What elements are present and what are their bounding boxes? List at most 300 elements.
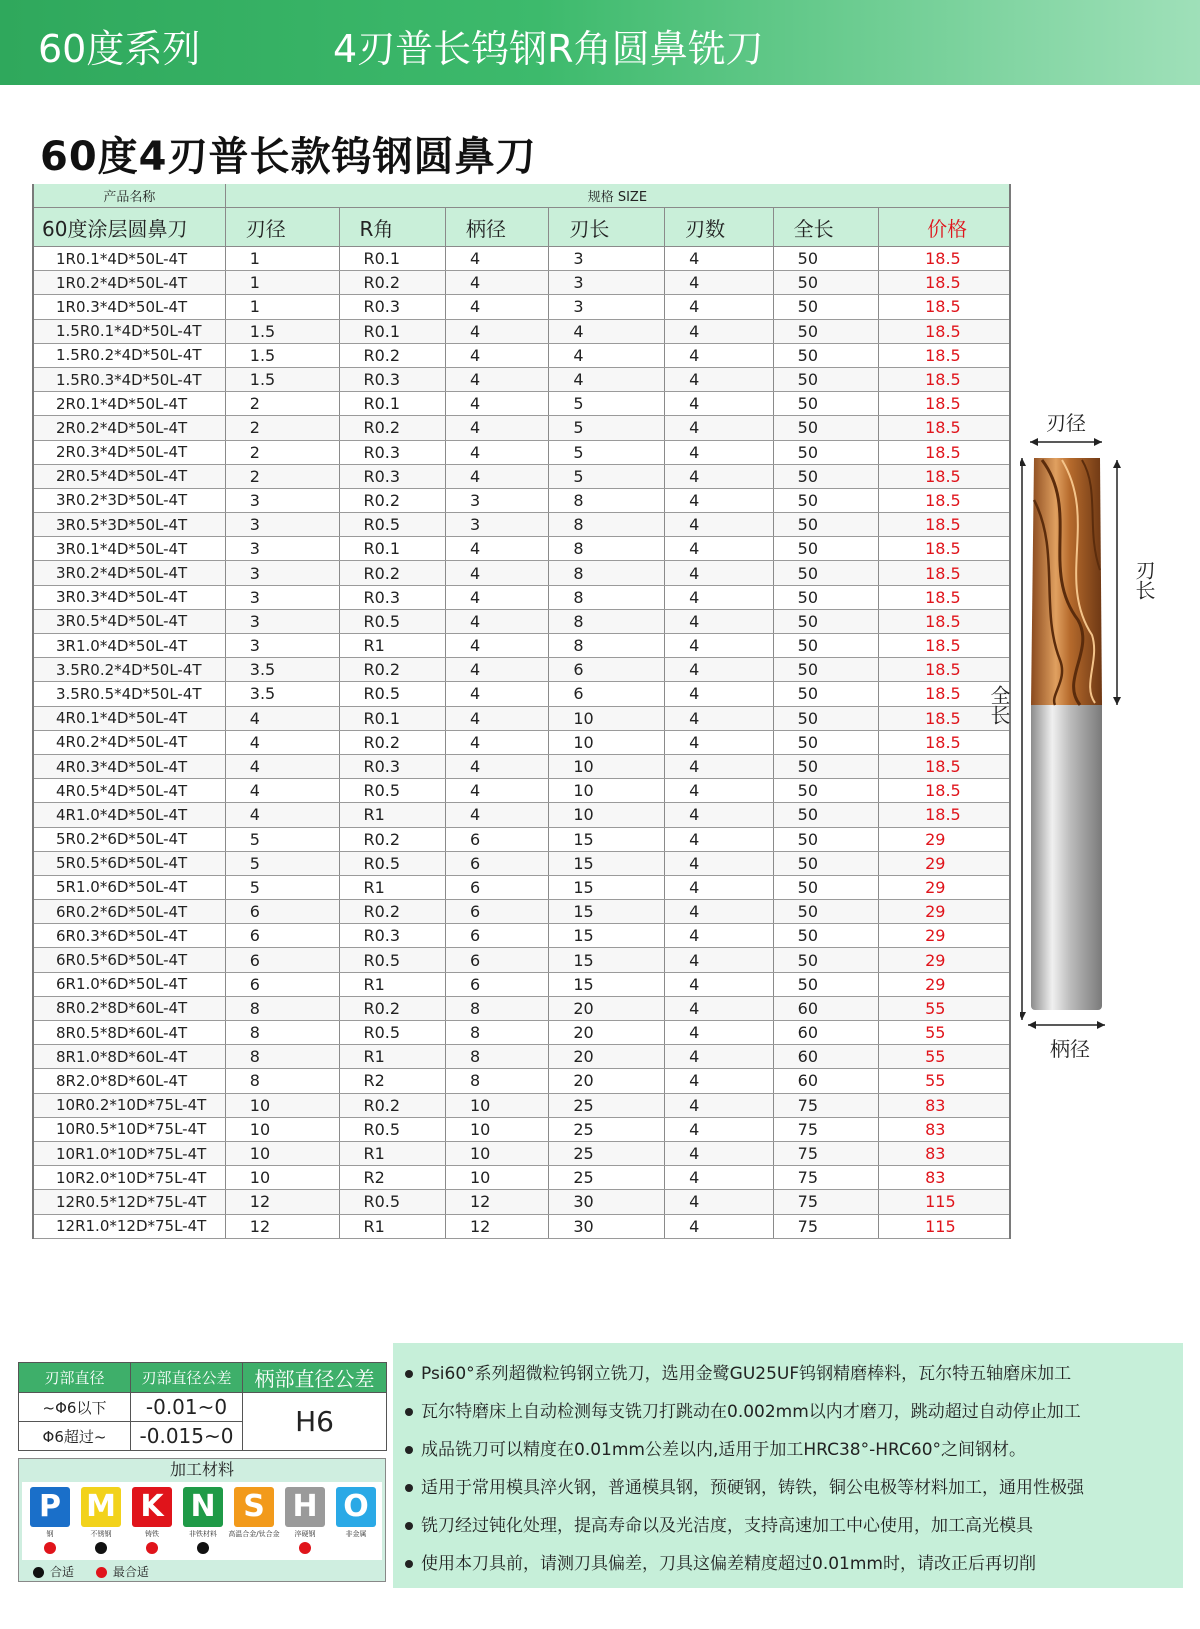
spec-cell: 75 <box>773 1190 878 1214</box>
spec-cell: 8 <box>549 561 665 585</box>
spec-cell: 50 <box>773 779 878 803</box>
diameter-range: ~Φ6以下 <box>19 1393 131 1422</box>
spec-cell: 8 <box>549 585 665 609</box>
product-code-cell: 3R1.0*4D*50L-4T <box>33 634 225 658</box>
spec-cell: 12 <box>225 1214 339 1238</box>
price-cell: 18.5 <box>879 682 1010 706</box>
product-code-cell: 5R1.0*6D*50L-4T <box>33 875 225 899</box>
overall-length-label: 全长 <box>987 685 1011 725</box>
spec-cell: R0.1 <box>339 537 445 561</box>
spec-cell: 8 <box>549 634 665 658</box>
spec-cell: 4 <box>665 1166 774 1190</box>
spec-cell: 4 <box>665 488 774 512</box>
spec-cell: 10 <box>549 754 665 778</box>
table-row <box>33 561 1010 585</box>
spec-cell: R0.1 <box>339 706 445 730</box>
table-header-row-2 <box>33 208 1010 247</box>
spec-cell: R2 <box>339 1069 445 1093</box>
price-cell: 29 <box>879 972 1010 996</box>
size-header: 规格 SIZE <box>225 184 1010 208</box>
spec-cell: 50 <box>773 634 878 658</box>
spec-cell: 50 <box>773 537 878 561</box>
spec-cell: 4 <box>665 948 774 972</box>
price-cell: 18.5 <box>879 488 1010 512</box>
spec-cell: 4 <box>665 247 774 271</box>
spec-cell: 6 <box>225 972 339 996</box>
product-code-cell: 6R1.0*6D*50L-4T <box>33 972 225 996</box>
note-item <box>393 1507 1183 1545</box>
spec-cell: 4 <box>445 658 548 682</box>
spec-cell: 12 <box>445 1190 548 1214</box>
spec-cell: 6 <box>445 924 548 948</box>
spec-cell: R0.5 <box>339 682 445 706</box>
product-name-header: 产品名称 <box>33 184 225 208</box>
price-cell: 18.5 <box>879 271 1010 295</box>
shank-tolerance-value: H6 <box>243 1393 387 1451</box>
product-code-cell: 3.5R0.5*4D*50L-4T <box>33 682 225 706</box>
spec-cell: 1 <box>225 247 339 271</box>
product-code-cell: 8R0.2*8D*60L-4T <box>33 996 225 1020</box>
materials-panel <box>18 1458 386 1582</box>
table-row <box>33 754 1010 778</box>
table-row <box>33 440 1010 464</box>
spec-cell: 60 <box>773 996 878 1020</box>
spec-cell: 50 <box>773 295 878 319</box>
product-code-cell: 3R0.2*3D*50L-4T <box>33 488 225 512</box>
spec-cell: 50 <box>773 924 878 948</box>
price-cell: 18.5 <box>879 343 1010 367</box>
spec-cell: 30 <box>549 1190 665 1214</box>
table-body <box>33 247 1010 1239</box>
product-code-cell: 3R0.5*4D*50L-4T <box>33 609 225 633</box>
spec-cell: 15 <box>549 875 665 899</box>
spec-cell: R0.5 <box>339 779 445 803</box>
spec-cell: R0.3 <box>339 440 445 464</box>
spec-cell: 3 <box>225 513 339 537</box>
table-row <box>33 730 1010 754</box>
spec-cell: 75 <box>773 1166 878 1190</box>
feature-notes <box>393 1343 1183 1588</box>
page-subtitle: 60度4刃普长款钨钢圆鼻刀 <box>40 134 537 180</box>
spec-cell: 20 <box>549 996 665 1020</box>
suitability-dot-icon <box>44 1542 56 1554</box>
spec-cell: 2 <box>225 392 339 416</box>
spec-cell: 10 <box>549 730 665 754</box>
legend-best: 最合适 <box>112 1565 149 1579</box>
spec-cell: 3 <box>445 488 548 512</box>
spec-cell: R0.2 <box>339 343 445 367</box>
spec-cell: 15 <box>549 924 665 948</box>
tolerance-value: -0.015~0 <box>131 1422 243 1451</box>
price-cell: 18.5 <box>879 416 1010 440</box>
product-code-cell: 2R0.5*4D*50L-4T <box>33 464 225 488</box>
shank-tolerance-header: 柄部直径公差 <box>243 1363 387 1393</box>
spec-cell: 4 <box>665 392 774 416</box>
material-caption: 高温合金/钛合金 <box>228 1530 280 1538</box>
column-header: 柄径 <box>445 208 548 247</box>
spec-cell: R0.5 <box>339 1117 445 1141</box>
spec-cell: 3 <box>549 271 665 295</box>
table-row <box>33 1190 1010 1214</box>
material-caption: 非金属 <box>345 1530 367 1538</box>
material-caption: 钢 <box>46 1530 54 1538</box>
price-cell: 29 <box>879 948 1010 972</box>
spec-cell: 15 <box>549 827 665 851</box>
product-code-cell: 8R1.0*8D*60L-4T <box>33 1045 225 1069</box>
price-cell: 18.5 <box>879 634 1010 658</box>
spec-cell: 4 <box>665 875 774 899</box>
spec-cell: R0.2 <box>339 1093 445 1117</box>
tolerance-table <box>18 1362 387 1451</box>
table-row <box>33 367 1010 391</box>
note-item <box>393 1355 1183 1393</box>
spec-cell: 1 <box>225 271 339 295</box>
spec-cell: 4 <box>665 803 774 827</box>
price-cell: 29 <box>879 851 1010 875</box>
spec-cell: 10 <box>445 1117 548 1141</box>
spec-cell: 6 <box>445 972 548 996</box>
bullet-icon <box>405 1560 413 1568</box>
spec-cell: 4 <box>445 464 548 488</box>
material-caption: 不锈钢 <box>90 1530 112 1538</box>
spec-table <box>32 184 1011 1239</box>
price-cell: 18.5 <box>879 464 1010 488</box>
spec-cell: 10 <box>225 1093 339 1117</box>
spec-cell: R1 <box>339 972 445 996</box>
table-row <box>33 392 1010 416</box>
table-row <box>33 634 1010 658</box>
blade-length-label: 刃长 <box>1132 560 1156 600</box>
spec-cell: 6 <box>445 900 548 924</box>
tool-shank <box>1031 698 1102 1010</box>
price-cell: 18.5 <box>879 609 1010 633</box>
table-row <box>33 513 1010 537</box>
spec-cell: 3 <box>225 634 339 658</box>
price-cell: 18.5 <box>879 803 1010 827</box>
materials-legend <box>33 1563 167 1580</box>
spec-cell: R0.5 <box>339 1190 445 1214</box>
suitability-dot-icon <box>95 1542 107 1554</box>
suitable-dot-icon <box>33 1567 44 1578</box>
product-code-cell: 6R0.3*6D*50L-4T <box>33 924 225 948</box>
spec-cell: 4 <box>665 972 774 996</box>
spec-cell: R1 <box>339 803 445 827</box>
spec-cell: 4 <box>665 609 774 633</box>
materials-title: 加工材料 <box>19 1459 385 1481</box>
spec-cell: R0.3 <box>339 754 445 778</box>
price-cell: 18.5 <box>879 585 1010 609</box>
product-code-cell: 2R0.3*4D*50L-4T <box>33 440 225 464</box>
spec-cell: 4 <box>445 634 548 658</box>
spec-cell: 10 <box>549 779 665 803</box>
product-code-cell: 1R0.2*4D*50L-4T <box>33 271 225 295</box>
spec-cell: 6 <box>225 948 339 972</box>
spec-cell: R0.5 <box>339 609 445 633</box>
suitability-dot-icon <box>146 1542 158 1554</box>
price-cell: 115 <box>879 1190 1010 1214</box>
table-row <box>33 972 1010 996</box>
spec-cell: 75 <box>773 1093 878 1117</box>
column-header: 刃数 <box>665 208 774 247</box>
spec-cell: 4 <box>665 924 774 948</box>
spec-cell: 6 <box>445 948 548 972</box>
spec-cell: 15 <box>549 900 665 924</box>
legend-suitable: 合适 <box>50 1565 75 1579</box>
spec-cell: 4 <box>225 706 339 730</box>
table-row <box>33 464 1010 488</box>
product-code-cell: 12R1.0*12D*75L-4T <box>33 1214 225 1238</box>
table-header-row-1 <box>33 184 1010 208</box>
price-cell: 29 <box>879 827 1010 851</box>
product-code-cell: 1.5R0.1*4D*50L-4T <box>33 319 225 343</box>
note-item <box>393 1393 1183 1431</box>
table-row <box>33 900 1010 924</box>
spec-cell: 5 <box>549 392 665 416</box>
spec-cell: 3 <box>225 609 339 633</box>
spec-cell: 5 <box>225 851 339 875</box>
spec-cell: 5 <box>549 416 665 440</box>
spec-cell: 4 <box>445 416 548 440</box>
price-cell: 18.5 <box>879 730 1010 754</box>
spec-cell: R0.5 <box>339 513 445 537</box>
spec-cell: 4 <box>665 1214 774 1238</box>
spec-cell: 3 <box>225 537 339 561</box>
product-code-cell: 3R0.5*3D*50L-4T <box>33 513 225 537</box>
note-text: 使用本刀具前，请测刀具偏差，刀具这偏差精度超过0.01mm时，请改正后再切削 <box>421 1554 1036 1574</box>
spec-cell: 8 <box>225 996 339 1020</box>
spec-cell: 3.5 <box>225 658 339 682</box>
spec-cell: 5 <box>549 464 665 488</box>
spec-cell: 3.5 <box>225 682 339 706</box>
spec-cell: R0.3 <box>339 924 445 948</box>
spec-cell: 4 <box>665 658 774 682</box>
spec-cell: 4 <box>665 1045 774 1069</box>
spec-cell: 4 <box>445 392 548 416</box>
spec-cell: 4 <box>445 609 548 633</box>
product-code-cell: 3.5R0.2*4D*50L-4T <box>33 658 225 682</box>
price-cell: 18.5 <box>879 561 1010 585</box>
spec-cell: R0.5 <box>339 851 445 875</box>
table-row <box>33 658 1010 682</box>
spec-cell: R0.2 <box>339 827 445 851</box>
spec-cell: R2 <box>339 1166 445 1190</box>
spec-cell: 50 <box>773 319 878 343</box>
spec-cell: 4 <box>665 513 774 537</box>
spec-cell: 50 <box>773 658 878 682</box>
spec-cell: 10 <box>445 1093 548 1117</box>
price-cell: 18.5 <box>879 537 1010 561</box>
spec-cell: 2 <box>225 416 339 440</box>
price-cell: 18.5 <box>879 779 1010 803</box>
spec-cell: 8 <box>445 996 548 1020</box>
table-row <box>33 609 1010 633</box>
spec-cell: 6 <box>225 900 339 924</box>
column-header: R角 <box>339 208 445 247</box>
blade-tolerance-header: 刃部直径公差 <box>131 1363 243 1393</box>
bullet-icon <box>405 1522 413 1530</box>
spec-cell: 1.5 <box>225 367 339 391</box>
spec-cell: 8 <box>445 1021 548 1045</box>
spec-cell: 4 <box>665 537 774 561</box>
price-cell: 29 <box>879 924 1010 948</box>
spec-cell: R0.2 <box>339 996 445 1020</box>
spec-cell: R0.2 <box>339 561 445 585</box>
spec-cell: 50 <box>773 247 878 271</box>
spec-cell: 4 <box>665 271 774 295</box>
product-code-cell: 4R0.2*4D*50L-4T <box>33 730 225 754</box>
material-n-tile: N <box>183 1487 223 1527</box>
price-cell: 18.5 <box>879 247 1010 271</box>
spec-cell: 10 <box>225 1141 339 1165</box>
spec-cell: 4 <box>549 319 665 343</box>
spec-cell: 50 <box>773 827 878 851</box>
spec-cell: 60 <box>773 1021 878 1045</box>
price-cell: 18.5 <box>879 367 1010 391</box>
table-row <box>33 1045 1010 1069</box>
product-code-cell: 1.5R0.2*4D*50L-4T <box>33 343 225 367</box>
spec-cell: 50 <box>773 513 878 537</box>
spec-cell: 4 <box>445 440 548 464</box>
spec-cell: 4 <box>665 295 774 319</box>
column-header: 刃径 <box>225 208 339 247</box>
spec-cell: 50 <box>773 271 878 295</box>
spec-cell: 4 <box>445 295 548 319</box>
price-cell: 18.5 <box>879 319 1010 343</box>
spec-cell: 8 <box>445 1045 548 1069</box>
product-code-cell: 6R0.2*6D*50L-4T <box>33 900 225 924</box>
spec-cell: 10 <box>445 1166 548 1190</box>
spec-cell: 50 <box>773 730 878 754</box>
product-code-cell: 4R0.3*4D*50L-4T <box>33 754 225 778</box>
column-header: 价格 <box>879 208 1010 247</box>
spec-cell: 25 <box>549 1166 665 1190</box>
spec-cell: 6 <box>445 827 548 851</box>
spec-cell: 6 <box>225 924 339 948</box>
spec-cell: 50 <box>773 851 878 875</box>
spec-cell: 15 <box>549 851 665 875</box>
spec-cell: 8 <box>549 513 665 537</box>
spec-cell: R0.3 <box>339 295 445 319</box>
spec-cell: 3 <box>225 488 339 512</box>
spec-cell: 6 <box>445 851 548 875</box>
spec-cell: 4 <box>665 827 774 851</box>
spec-cell: 4 <box>445 247 548 271</box>
table-row <box>33 851 1010 875</box>
note-text: 成品铣刀可以精度在0.01mm公差以内,适用于加工HRC38°-HRC60°之间钢材。 <box>421 1440 1027 1460</box>
spec-cell: 50 <box>773 900 878 924</box>
product-title: 4刃普长钨钢R角圆鼻铣刀 <box>333 27 764 71</box>
table-row <box>33 1117 1010 1141</box>
spec-cell: 4 <box>549 367 665 391</box>
spec-cell: 4 <box>445 682 548 706</box>
product-code-cell: 3R0.1*4D*50L-4T <box>33 537 225 561</box>
price-cell: 18.5 <box>879 392 1010 416</box>
product-code-cell: 8R0.5*8D*60L-4T <box>33 1021 225 1045</box>
spec-cell: R1 <box>339 634 445 658</box>
shank-diameter-label: 柄径 <box>1050 1037 1090 1061</box>
material-caption: 铸铁 <box>145 1530 159 1538</box>
product-code-cell: 10R2.0*10D*75L-4T <box>33 1166 225 1190</box>
table-row <box>33 1166 1010 1190</box>
spec-cell: 4 <box>665 1093 774 1117</box>
spec-cell: 3 <box>445 513 548 537</box>
spec-cell: R0.2 <box>339 900 445 924</box>
spec-cell: 30 <box>549 1214 665 1238</box>
spec-cell: 25 <box>549 1093 665 1117</box>
spec-cell: R0.3 <box>339 464 445 488</box>
spec-cell: R0.1 <box>339 247 445 271</box>
table-row <box>33 585 1010 609</box>
spec-cell: 50 <box>773 754 878 778</box>
spec-cell: 4 <box>665 634 774 658</box>
spec-cell: 4 <box>445 561 548 585</box>
spec-cell: 4 <box>665 343 774 367</box>
price-cell: 18.5 <box>879 513 1010 537</box>
table-row <box>33 319 1010 343</box>
spec-cell: 8 <box>225 1069 339 1093</box>
blade-diameter-header: 刃部直径 <box>19 1363 131 1393</box>
note-text: Psi60°系列超微粒钨钢立铣刀，选用金鹭GU25UF钨钢精磨棒料，瓦尔特五轴磨床加工 <box>421 1364 1072 1384</box>
spec-cell: 6 <box>549 658 665 682</box>
spec-cell: 4 <box>225 803 339 827</box>
table-row <box>33 827 1010 851</box>
spec-cell: 75 <box>773 1214 878 1238</box>
spec-cell: 4 <box>445 537 548 561</box>
bullet-icon <box>405 1446 413 1454</box>
spec-cell: 25 <box>549 1117 665 1141</box>
spec-cell: 8 <box>549 609 665 633</box>
product-code-cell: 12R0.5*12D*75L-4T <box>33 1190 225 1214</box>
price-cell: 29 <box>879 875 1010 899</box>
spec-cell: 4 <box>445 779 548 803</box>
spec-cell: 15 <box>549 972 665 996</box>
table-row <box>33 271 1010 295</box>
product-code-cell: 10R0.2*10D*75L-4T <box>33 1093 225 1117</box>
product-code-cell: 4R0.5*4D*50L-4T <box>33 779 225 803</box>
table-row <box>33 416 1010 440</box>
product-code-cell: 4R1.0*4D*50L-4T <box>33 803 225 827</box>
price-cell: 55 <box>879 1021 1010 1045</box>
spec-cell: 4 <box>445 730 548 754</box>
suitability-dot-icon <box>299 1542 311 1554</box>
product-code-cell: 3R0.2*4D*50L-4T <box>33 561 225 585</box>
spec-cell: R0.2 <box>339 271 445 295</box>
column-header: 全长 <box>773 208 878 247</box>
note-item <box>393 1469 1183 1507</box>
spec-cell: 10 <box>445 1141 548 1165</box>
tolerance-value: -0.01~0 <box>131 1393 243 1422</box>
spec-cell: 4 <box>665 706 774 730</box>
spec-cell: 60 <box>773 1045 878 1069</box>
spec-cell: 4 <box>665 464 774 488</box>
table-row <box>33 924 1010 948</box>
spec-cell: 4 <box>665 779 774 803</box>
spec-cell: 4 <box>665 900 774 924</box>
note-item <box>393 1545 1183 1583</box>
spec-cell: R1 <box>339 875 445 899</box>
table-row <box>33 1214 1010 1238</box>
spec-cell: R0.2 <box>339 730 445 754</box>
spec-cell: 4 <box>445 343 548 367</box>
price-cell: 83 <box>879 1141 1010 1165</box>
spec-cell: 20 <box>549 1021 665 1045</box>
material-k-tile: K <box>132 1487 172 1527</box>
product-code-cell: 10R1.0*10D*75L-4T <box>33 1141 225 1165</box>
spec-cell: 50 <box>773 488 878 512</box>
spec-cell: 3 <box>549 247 665 271</box>
spec-cell: 4 <box>665 1069 774 1093</box>
spec-cell: 4 <box>665 754 774 778</box>
